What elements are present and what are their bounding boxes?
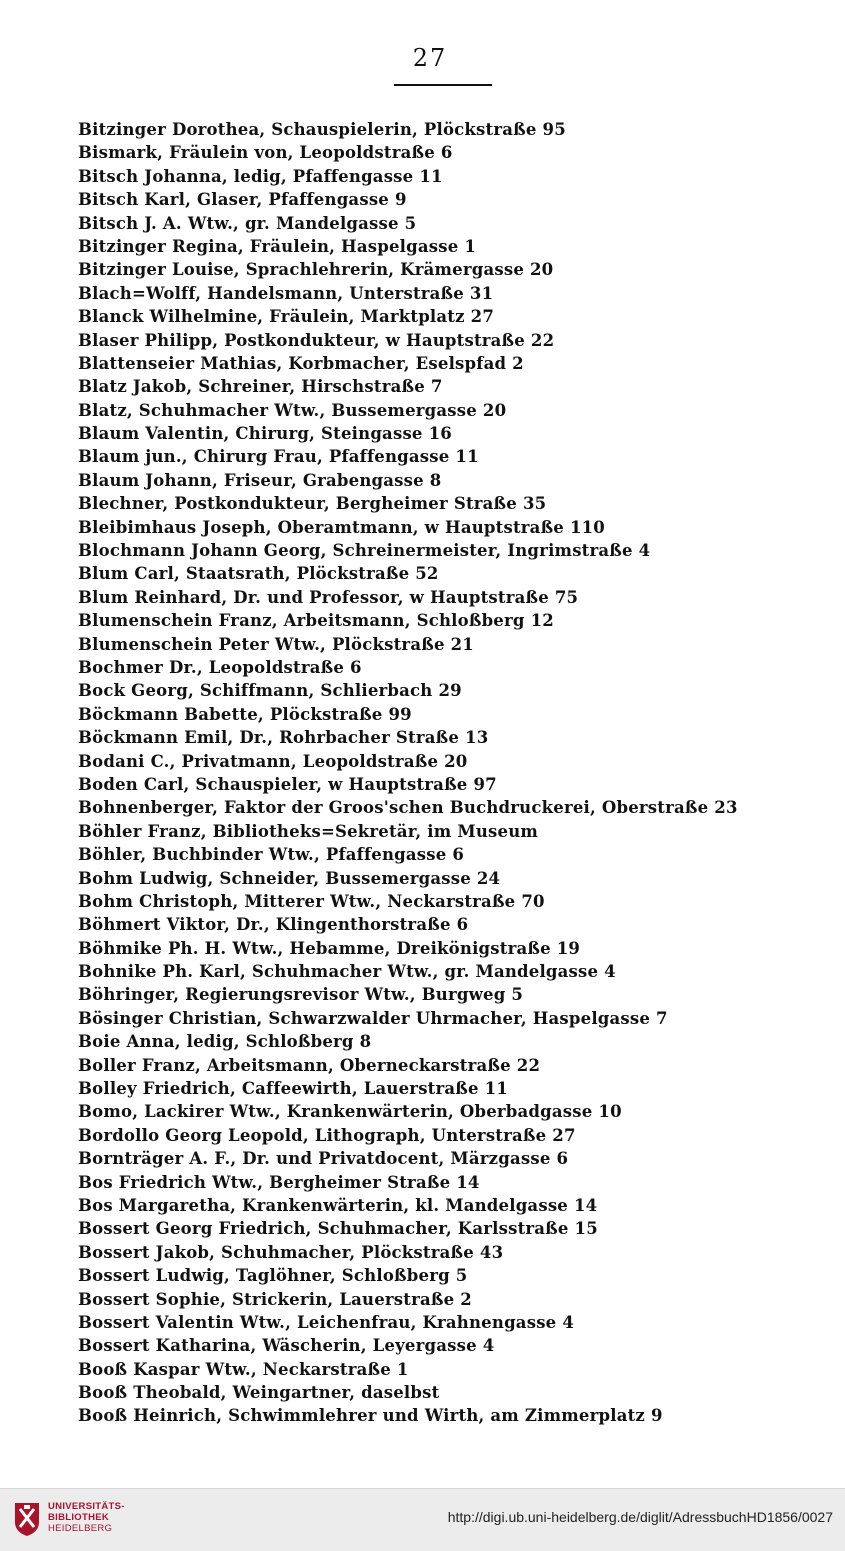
directory-entry: Böckmann Babette, Plöckstraße 99 xyxy=(78,704,412,724)
directory-entry: Bitsch J. A. Wtw., gr. Mandelgasse 5 xyxy=(78,213,417,233)
directory-entry: Boie Anna, ledig, Schloßberg 8 xyxy=(78,1032,372,1052)
directory-entry: Blaum Johann, Friseur, Grabengasse 8 xyxy=(78,470,442,490)
directory-entry: Bochmer Dr., Leopoldstraße 6 xyxy=(78,657,362,677)
directory-entry: Boller Franz, Arbeitsmann, Oberneckarstraße 22 xyxy=(78,1055,541,1075)
directory-entry: Bossert Katharina, Wäscherin, Leyergasse 4 xyxy=(78,1336,495,1356)
directory-entry: Bolley Friedrich, Caffeewirth, Lauerstraße 11 xyxy=(78,1079,509,1099)
directory-entry: Blum Reinhard, Dr. und Professor, w Hauptstraße 75 xyxy=(78,587,579,607)
directory-entry: Bomo, Lackirer Wtw., Krankenwärterin, Oberbadgasse 10 xyxy=(78,1102,622,1122)
directory-entry: Böhringer, Regierungsrevisor Wtw., Burgweg 5 xyxy=(78,985,524,1005)
directory-entry: Boden Carl, Schauspieler, w Hauptstraße 97 xyxy=(78,774,497,794)
directory-entry: Bossert Georg Friedrich, Schuhmacher, Karlsstraße 15 xyxy=(78,1219,598,1239)
directory-entry: Blaser Philipp, Postkondukteur, w Hauptstraße 22 xyxy=(78,330,555,350)
directory-entry: Blaum Valentin, Chirurg, Steingasse 16 xyxy=(78,424,452,444)
directory-entry: Bordollo Georg Leopold, Lithograph, Unterstraße 27 xyxy=(78,1125,576,1145)
directory-entry: Böckmann Emil, Dr., Rohrbacher Straße 13 xyxy=(78,728,489,748)
directory-entry: Blanck Wilhelmine, Fräulein, Marktplatz 27 xyxy=(78,307,494,327)
directory-entry: Bornträger A. F., Dr. und Privatdocent, Märzgasse 6 xyxy=(78,1149,569,1169)
directory-entry: Bösinger Christian, Schwarzwalder Uhrmacher, Haspelgasse 7 xyxy=(78,1008,668,1028)
library-name-line1: UNIVERSITÄTS- xyxy=(48,1501,125,1512)
header-rule xyxy=(394,84,492,86)
footer-bar xyxy=(0,1488,845,1551)
directory-entry: Bleibimhaus Joseph, Oberamtmann, w Hauptstraße 110 xyxy=(78,517,605,537)
directory-entry: Bitzinger Louise, Sprachlehrerin, Krämergasse 20 xyxy=(78,260,554,280)
directory-entry: Bohm Ludwig, Schneider, Bussemergasse 24 xyxy=(78,868,501,888)
library-name-line3: HEIDELBERG xyxy=(48,1523,113,1534)
directory-entry: Bitsch Karl, Glaser, Pfaffengasse 9 xyxy=(78,190,407,210)
directory-entry: Bossert Valentin Wtw., Leichenfrau, Krahnengasse 4 xyxy=(78,1312,575,1332)
directory-entry: Bossert Sophie, Strickerin, Lauerstraße 2 xyxy=(78,1289,472,1309)
library-name xyxy=(48,1501,125,1534)
directory-entry: Blatz, Schuhmacher Wtw., Bussemergasse 20 xyxy=(78,400,507,420)
directory-entry: Bock Georg, Schiffmann, Schlierbach 29 xyxy=(78,681,462,701)
directory-entry: Böhler, Buchbinder Wtw., Pfaffengasse 6 xyxy=(78,845,465,865)
directory-entry: Bohm Christoph, Mitterer Wtw., Neckarstraße 70 xyxy=(78,891,545,911)
page-number: 27 xyxy=(412,44,448,72)
directory-entry: Bohnenberger, Faktor der Groos'schen Buchdruckerei, Oberstraße 23 xyxy=(78,798,738,818)
directory-entry: Bitzinger Dorothea, Schauspielerin, Plöckstraße 95 xyxy=(78,120,566,139)
directory-entry: Bitsch Johanna, ledig, Pfaffengasse 11 xyxy=(78,166,443,186)
directory-entry: Böhmert Viktor, Dr., Klingenthorstraße 6 xyxy=(78,915,469,935)
directory-entry: Bismark, Fräulein von, Leopoldstraße 6 xyxy=(78,143,453,163)
directory-entry: Bossert Ludwig, Taglöhner, Schloßberg 5 xyxy=(78,1266,468,1286)
directory-entry: Blum Carl, Staatsrath, Plöckstraße 52 xyxy=(78,564,439,584)
directory-entry: Blattenseier Mathias, Korbmacher, Eselspfad 2 xyxy=(78,353,524,373)
directory-entry: Blumenschein Peter Wtw., Plöckstraße 21 xyxy=(78,634,474,654)
source-url-link[interactable]: http://digi.ub.uni-heidelberg.de/diglit/AdressbuchHD1856/0027 xyxy=(447,1509,833,1525)
directory-entry: Bos Margaretha, Krankenwärterin, kl. Mandelgasse 14 xyxy=(78,1195,598,1215)
directory-entry: Blechner, Postkondukteur, Bergheimer Straße 35 xyxy=(78,494,547,514)
directory-entry: Booß Heinrich, Schwimmlehrer und Wirth, am Zimmerplatz 9 xyxy=(78,1406,663,1426)
directory-entry: Booß Theobald, Weingartner, daselbst xyxy=(78,1383,440,1403)
directory-entry: Blatz Jakob, Schreiner, Hirschstraße 7 xyxy=(78,377,443,397)
directory-entry: Bossert Jakob, Schuhmacher, Plöckstraße 43 xyxy=(78,1242,504,1262)
directory-entry: Blach=Wolff, Handelsmann, Unterstraße 31 xyxy=(78,283,494,303)
directory-entry: Böhmike Ph. H. Wtw., Hebamme, Dreikönigstraße 19 xyxy=(78,938,581,958)
directory-entry: Bohnike Ph. Karl, Schuhmacher Wtw., gr. Mandelgasse 4 xyxy=(78,962,616,982)
directory-entry: Blochmann Johann Georg, Schreinermeister, Ingrimstraße 4 xyxy=(78,541,651,561)
university-library-logo-icon xyxy=(12,1500,42,1538)
directory-entry: Blumenschein Franz, Arbeitsmann, Schloßberg 12 xyxy=(78,611,554,631)
library-name-line2: BIBLIOTHEK xyxy=(48,1512,110,1523)
directory-entries xyxy=(78,118,798,1428)
directory-entry: Bodani C., Privatmann, Leopoldstraße 20 xyxy=(78,751,468,771)
directory-entry: Booß Kaspar Wtw., Neckarstraße 1 xyxy=(78,1359,409,1379)
directory-entry: Blaum jun., Chirurg Frau, Pfaffengasse 11 xyxy=(78,447,479,467)
directory-entry: Bitzinger Regina, Fräulein, Haspelgasse 1 xyxy=(78,236,477,256)
directory-entry: Böhler Franz, Bibliotheks=Sekretär, im Museum xyxy=(78,821,539,841)
directory-entry: Bos Friedrich Wtw., Bergheimer Straße 14 xyxy=(78,1172,480,1192)
